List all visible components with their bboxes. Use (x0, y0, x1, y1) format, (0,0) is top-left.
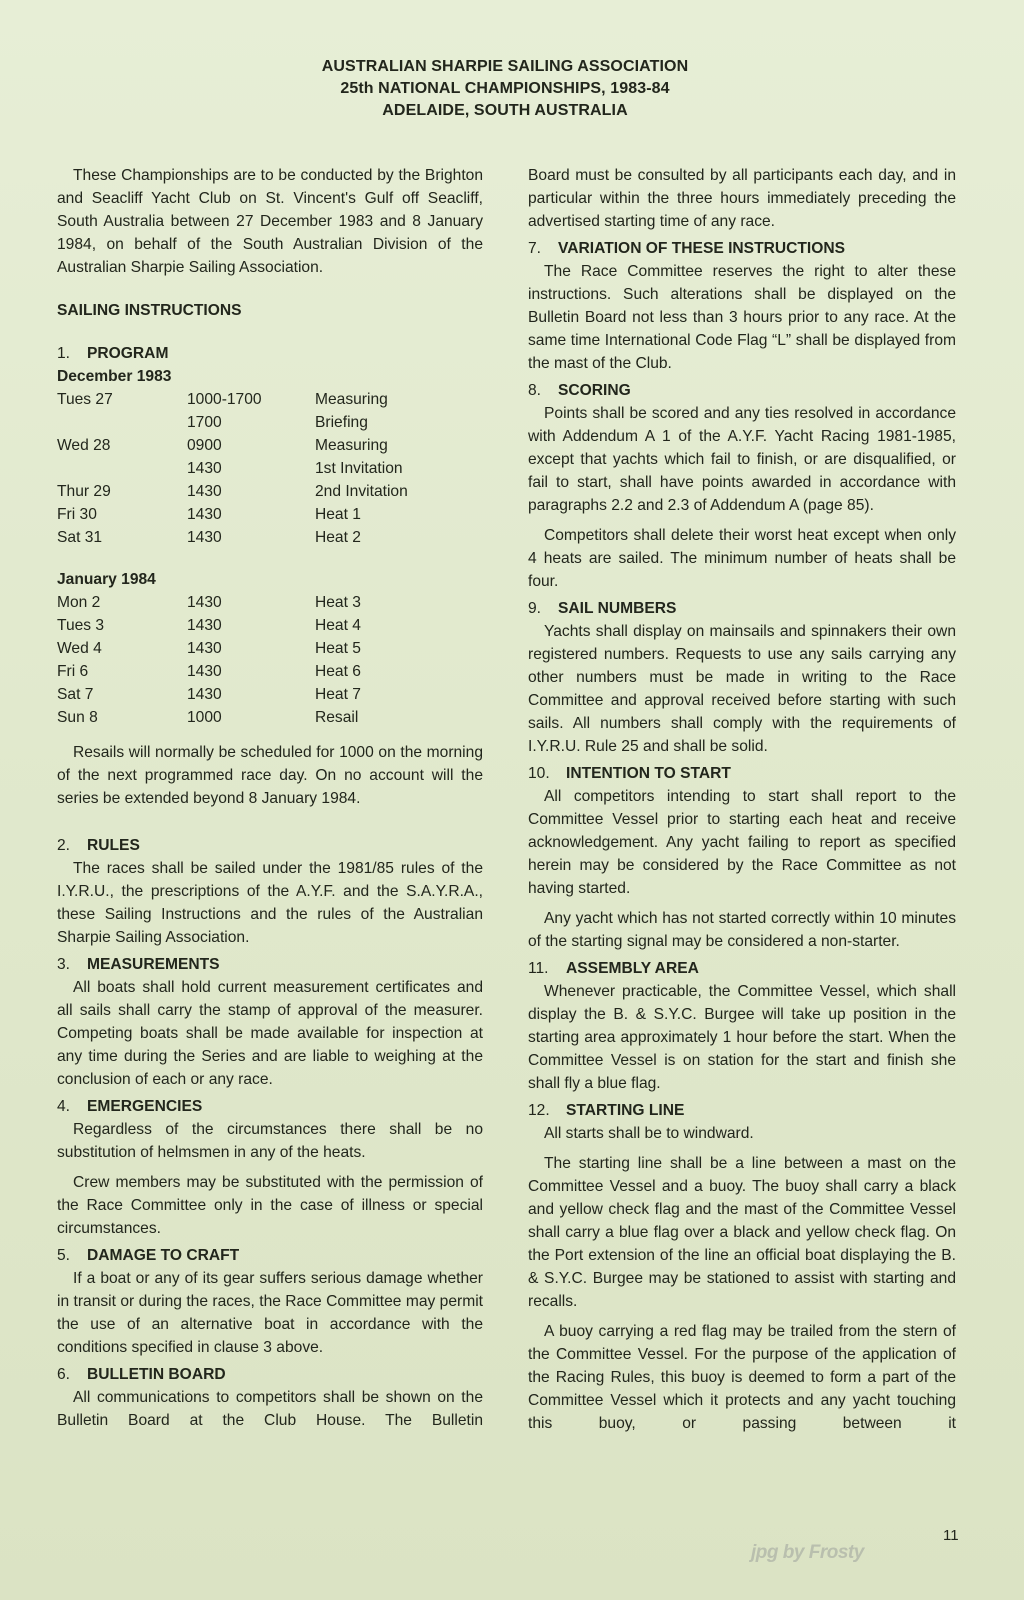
section-number: 2. (57, 837, 71, 854)
schedule-day (57, 457, 187, 480)
schedule-row (57, 660, 361, 683)
schedule-event: Heat 5 (315, 640, 361, 657)
schedule-row (57, 411, 408, 434)
schedule-time: 0900 (187, 437, 222, 454)
schedule-event: 1st Invitation (315, 460, 403, 477)
section-paragraph: The starting line shall be a line between a mast on the Committee Vessel and a buoy. The buoy shall carry a black and yellow check flag and the mast of the Committee Vessel shall carry a blue flag over a black and yellow check flag. On the Port extension of the line an official boat displaying the B. & S.Y.C. Burgee may be stationed to assist with starting and recalls. (528, 1155, 956, 1310)
section-paragraph: A buoy carrying a red flag may be trailed from the stern of the Committee Vessel. For the purpose of the application of the Racing Rules, this buoy is deemed to form a part of the Committee Vessel which it protects and any yacht touching this buoy, or passing between it (528, 1323, 956, 1432)
section-paragraph: If a boat or any of its gear suffers serious damage whether in transit or during the races, the Race Committee may permit the use of an alternative boat in accordance with the conditions specified in clause 3 above. (57, 1270, 483, 1356)
schedule-row (57, 503, 408, 526)
schedule-row (57, 637, 361, 660)
schedule-row (57, 480, 408, 503)
section-number: 7. (528, 240, 542, 257)
section-title: INTENTION TO START (566, 765, 731, 782)
section-number: 10. (528, 765, 550, 782)
schedule-time: 1430 (187, 506, 222, 523)
section-paragraph: The Race Committee reserves the right to alter these instructions. Such alterations shall be displayed on the Bulletin Board not less than 3 hours prior to any race. At the same time International Code Flag “L” shall be displayed from the mast of the Club. (528, 263, 956, 372)
section-title: SAIL NUMBERS (558, 600, 677, 617)
section-number: 5. (57, 1247, 71, 1264)
section-heading (57, 1244, 483, 1267)
section-title: MEASUREMENTS (87, 956, 220, 973)
section-heading (528, 597, 956, 620)
section-assembly-area (528, 957, 956, 1095)
schedule-row (57, 683, 361, 706)
section-paragraph: All boats shall hold current measurement certificates and all sails shall carry the stamp of approval of the measurer. Competing boats shall be made available for inspection at any time during the Series and are liable to weighing at the conclusion of each or any race. (57, 979, 483, 1088)
schedule-time: 1430 (187, 460, 222, 477)
left-column (57, 164, 483, 1432)
section-sail-numbers (528, 597, 956, 758)
schedule-time: 1000 (187, 709, 222, 726)
section-number: 8. (528, 382, 542, 399)
section-paragraph: Any yacht which has not started correctly within 10 minutes of the starting signal may be considered a non-starter. (528, 910, 956, 950)
schedule-time: 1430 (187, 483, 222, 500)
section-heading (528, 762, 956, 785)
section-damage-to-craft (57, 1244, 483, 1359)
schedule-day: Tues 27 (57, 391, 113, 408)
section-starting-line (528, 1099, 956, 1435)
section-title: ASSEMBLY AREA (566, 960, 699, 977)
schedule-time: 1430 (187, 594, 222, 611)
section-heading (57, 834, 483, 857)
schedule-event: Heat 6 (315, 663, 361, 680)
schedule-day: Sat 7 (57, 686, 94, 703)
schedule-event: Briefing (315, 414, 368, 431)
schedule-time: 1430 (187, 640, 222, 657)
section-title: PROGRAM (87, 345, 169, 362)
section-paragraph: All communications to competitors shall be shown on the Bulletin Board at the Club House. The Bulletin (57, 1389, 483, 1429)
schedule-row (57, 526, 408, 549)
schedule-day (57, 411, 187, 434)
section-heading (57, 1095, 483, 1118)
section-title: RULES (87, 837, 140, 854)
schedule-time: 1430 (187, 617, 222, 634)
sailing-instructions-title: SAILING INSTRUCTIONS (57, 302, 242, 319)
schedule-row (57, 591, 361, 614)
section-heading (528, 1099, 956, 1122)
bulletin-continuation: Board must be consulted by all participants each day, and in particular within the three hours immediately preceding the advertised starting time of any race. (528, 167, 956, 230)
section-intention-to-start (528, 762, 956, 953)
section-paragraph: All competitors intending to start shall report to the Committee Vessel prior to starting each heat and receive acknowledgement. Any yacht failing to report as specified herein may be considered by the Race Committee as not having started. (528, 788, 956, 897)
section-title: EMERGENCIES (87, 1098, 203, 1115)
schedule-row (57, 457, 408, 480)
schedule-day: Sat 31 (57, 529, 103, 546)
document-header (0, 56, 1010, 122)
header-championship: 25th NATIONAL CHAMPIONSHIPS, 1983-84 (340, 80, 670, 97)
right-sections (528, 237, 956, 1435)
schedule-table-january (57, 591, 361, 729)
section-paragraph: The races shall be sailed under the 1981/85 rules of the I.Y.R.U., the prescriptions of the A.Y.F. and the S.A.Y.R.A., these Sailing Instructions and the rules of the Australian Sharpie Sailing Association. (57, 860, 483, 946)
section-paragraph: Whenever practicable, the Committee Vessel, which shall display the B. & S.Y.C. Burgee will take up position in the starting area approximately 1 hour before the start. When the Committee Vessel is on station for the start and finish she shall fly a blue flag. (528, 983, 956, 1092)
section-paragraph: Regardless of the circumstances there shall be no substitution of helmsmen in any of the heats. (57, 1121, 483, 1161)
watermark: jpg by Frosty (751, 1542, 864, 1563)
section-paragraph: Competitors shall delete their worst heat except when only 4 heats are sailed. The minimum number of heats shall be four. (528, 527, 956, 590)
schedule-row (57, 706, 361, 729)
program-note: Resails will normally be scheduled for 1000 on the morning of the next programmed race day. On no account will the series be extended beyond 8 January 1984. (57, 744, 483, 807)
schedule-row (57, 388, 408, 411)
schedule-table-december (57, 388, 408, 549)
schedule-event: Measuring (315, 437, 388, 454)
schedule-row (57, 434, 408, 457)
schedule-day: Sun 8 (57, 709, 98, 726)
section-number: 1. (57, 345, 71, 362)
section-title: STARTING LINE (566, 1102, 685, 1119)
section-heading (57, 953, 483, 976)
section-number: 11. (528, 960, 549, 977)
section-measurements (57, 953, 483, 1091)
section-variation-of-these-instructions (528, 237, 956, 375)
schedule-event: Heat 1 (315, 506, 361, 523)
schedule-event: Resail (315, 709, 359, 726)
page-number: 11 (943, 1527, 959, 1544)
schedule-row (57, 614, 361, 637)
left-sections (57, 834, 483, 1432)
schedule-event: Heat 2 (315, 529, 361, 546)
section-rules (57, 834, 483, 949)
section-paragraph: Yachts shall display on mainsails and spinnakers their own registered numbers. Requests to use any sails carrying any other numbers must be made in writing to the Race Committee and approval received before starting with such sails. All numbers shall comply with the requirements of I.Y.R.U. Rule 25 and shall be solid. (528, 623, 956, 755)
section-title: DAMAGE TO CRAFT (87, 1247, 240, 1264)
schedule-time: 1430 (187, 663, 222, 680)
section-scoring (528, 379, 956, 593)
schedule-day: Fri 30 (57, 506, 97, 523)
section-number: 3. (57, 956, 71, 973)
schedule-event: Measuring (315, 391, 388, 408)
section-paragraph: Points shall be scored and any ties resolved in accordance with Addendum A 1 of the A.Y.F. Yacht Racing 1981-1985, except that yachts which fail to finish, or are disqualified, or fail to start, shall have points awarded in accordance with paragraphs 2.2 and 2.3 of Addendum A (page 85). (528, 405, 956, 514)
section-bulletin-board (57, 1363, 483, 1432)
schedule-time: 1700 (187, 414, 222, 431)
section-paragraph: All starts shall be to windward. (544, 1125, 754, 1142)
schedule-event: Heat 3 (315, 594, 361, 611)
section-title: SCORING (558, 382, 631, 399)
section-emergencies (57, 1095, 483, 1240)
schedule-day: Tues 3 (57, 617, 105, 634)
intro-paragraph: These Championships are to be conducted by the Brighton and Seacliff Yacht Club on St. Vincent's Gulf off Seacliff, South Australia between 27 December 1983 and 8 January 1984, on behalf of the South Australian Division of the Australian Sharpie Sailing Association. (57, 167, 483, 276)
section-number: 6. (57, 1366, 71, 1383)
schedule-event: Heat 4 (315, 617, 361, 634)
section-heading (528, 237, 956, 260)
section-number: 9. (528, 600, 542, 617)
section-heading-program (57, 342, 483, 365)
schedule-day: Fri 6 (57, 663, 89, 680)
section-title: VARIATION OF THESE INSTRUCTIONS (558, 240, 846, 257)
schedule-day: Mon 2 (57, 594, 101, 611)
section-heading (528, 957, 956, 980)
schedule-day: Wed 28 (57, 437, 111, 454)
header-location: ADELAIDE, SOUTH AUSTRALIA (382, 102, 628, 119)
schedule-event: 2nd Invitation (315, 483, 408, 500)
section-title: BULLETIN BOARD (87, 1366, 226, 1383)
schedule-event: Heat 7 (315, 686, 361, 703)
section-number: 12. (528, 1102, 550, 1119)
right-column (528, 164, 956, 1435)
schedule-time: 1430 (187, 529, 222, 546)
schedule-month-december: December 1983 (57, 368, 172, 385)
schedule-day: Thur 29 (57, 483, 111, 500)
schedule-day: Wed 4 (57, 640, 102, 657)
section-paragraph: Crew members may be substituted with the permission of the Race Committee only in the case of illness or special circumstances. (57, 1174, 483, 1237)
header-association: AUSTRALIAN SHARPIE SAILING ASSOCIATION (321, 58, 689, 75)
section-heading (57, 1363, 483, 1386)
schedule-time: 1430 (187, 686, 222, 703)
schedule-month-january: January 1984 (57, 571, 156, 588)
section-heading (528, 379, 956, 402)
schedule-time: 1000-1700 (187, 391, 262, 408)
section-number: 4. (57, 1098, 71, 1115)
